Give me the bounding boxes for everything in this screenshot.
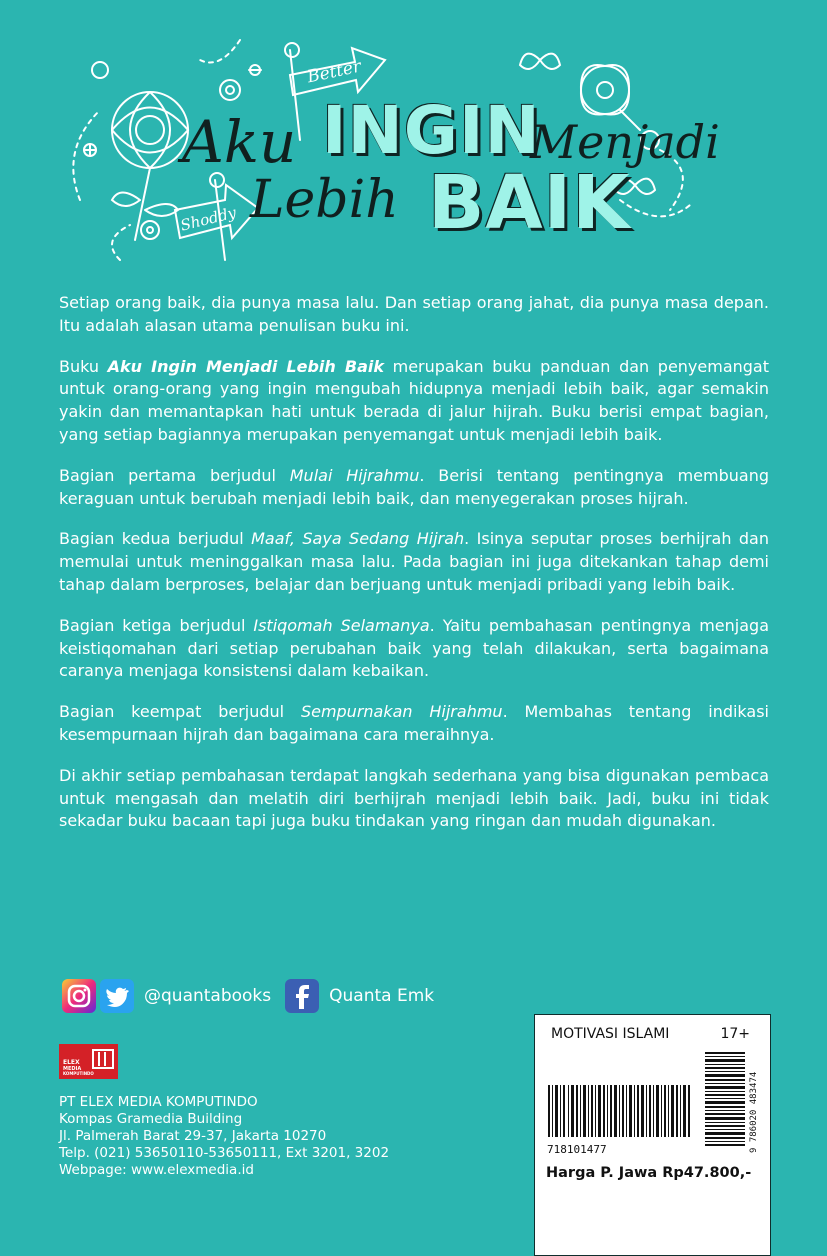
section-title: Sempurnakan Hijrahmu — [300, 702, 503, 722]
paragraph: Setiap orang baik, dia punya masa lalu. Dan setiap orang jahat, dia punya masa depan. Itu adalah alasan utama penulisan buku ini. — [59, 293, 769, 335]
publisher-building: Kompas Gramedia Building — [59, 1111, 243, 1127]
publisher-logo — [59, 1044, 118, 1079]
publisher-phone: Telp. (021) 53650110-53650111, Ext 3201, 3202 — [59, 1145, 390, 1161]
cover-title-illustration — [0, 0, 827, 280]
paragraph: Di akhir setiap pembahasan terdapat langkah sederhana yang bisa digunakan pembaca untuk mengasah dan melatih diri berhijrah menjadi lebih baik. Jadi, buku ini tidak sekadar buku bacaan tapi juga buku tindakan yang ringan dan mudah digunakan. — [59, 765, 769, 831]
price-barcode-box — [534, 1014, 771, 1256]
publisher-webpage: Webpage: www.elexmedia.id — [59, 1162, 254, 1178]
sign-better-label: Better — [305, 56, 363, 88]
instagram-icon[interactable] — [62, 979, 96, 1013]
publisher-street: Jl. Palmerah Barat 29-37, Jakarta 10270 — [59, 1128, 327, 1144]
publisher-address — [59, 1094, 389, 1179]
publisher-name: PT ELEX MEDIA KOMPUTINDO — [59, 1094, 258, 1110]
title-ingin: INGIN — [322, 92, 541, 169]
svg-text:ELEX: ELEX — [63, 1059, 80, 1066]
social-links — [62, 978, 448, 1014]
title-baik: BAIK — [428, 160, 631, 246]
paragraph: Bagian keempat berjudul Sempurnakan Hijrahmu. Membahas tentang indikasi kesempurnaan hijrah dan bagaimana cara meraihnya. — [59, 702, 770, 744]
svg-text:KOMPUTINDO: KOMPUTINDO — [63, 1071, 94, 1076]
facebook-name[interactable]: Quanta Emk — [329, 986, 435, 1006]
barcode-number: 718101477 — [547, 1143, 607, 1156]
title-menjadi: Menjadi — [530, 115, 720, 169]
paragraph: Bagian kedua berjudul Maaf, Saya Sedang Hijrah. Isinya seputar proses berhijrah dan memulai untuk meninggalkan masa lalu. Pada bagian ini juga ditekankan tahap demi tahap dalam berproses, belajar dan berjuang untuk menjadi pribadi yang lebih baik. — [59, 529, 769, 594]
sign-shoddy-label: Shoddy — [178, 203, 238, 235]
title-aku: Aku — [182, 108, 297, 176]
svg-text:MEDIA: MEDIA — [63, 1066, 82, 1072]
age-rating: 17+ — [720, 1026, 750, 1042]
section-title: Mulai Hijrahmu — [289, 465, 420, 485]
title-lebih: Lebih — [250, 170, 399, 230]
section-title: Istiqomah Selamanya — [253, 615, 430, 635]
social-handle[interactable]: @quantabooks — [144, 986, 272, 1006]
price-label: Harga P. Jawa Rp47.800,- — [546, 1165, 752, 1181]
twitter-icon[interactable] — [100, 979, 134, 1013]
book-title-emphasis: Aku Ingin Menjadi Lebih Baik — [107, 356, 385, 376]
paragraph: Buku Aku Ingin Menjadi Lebih Baik merupakan buku panduan dan penyemangat untuk orang-orang yang ingin mengubah hidupnya menjadi lebih baik, agar semakin yakin dan memantapkan hati untuk berada di jalur hijrah. Buku berisi empat bagian, yang setiap bagiannya merupakan penyemangat untuk menjadi lebih baik. — [59, 356, 769, 444]
paragraph: Bagian ketiga berjudul Istiqomah Selamanya. Yaitu pembahasan pentingnya menjaga keistiqomahan dari setiap perubahan baik yang telah dilakukan, serta bagaimana caranya menjaga konsistensi dalam kebaikan. — [59, 615, 769, 681]
isbn-number: 9 786020 483474 — [749, 1071, 759, 1153]
facebook-icon[interactable] — [285, 979, 319, 1013]
paragraph: Bagian pertama berjudul Mulai Hijrahmu. Berisi tentang pentingnya membuang keraguan untuk berubah menjadi lebih baik, dan menyegerakan proses hijrah. — [59, 465, 769, 508]
category-label: MOTIVASI ISLAMI — [551, 1026, 670, 1042]
section-title: Maaf, Saya Sedang Hijrah — [251, 529, 465, 549]
blurb-text — [59, 292, 769, 851]
